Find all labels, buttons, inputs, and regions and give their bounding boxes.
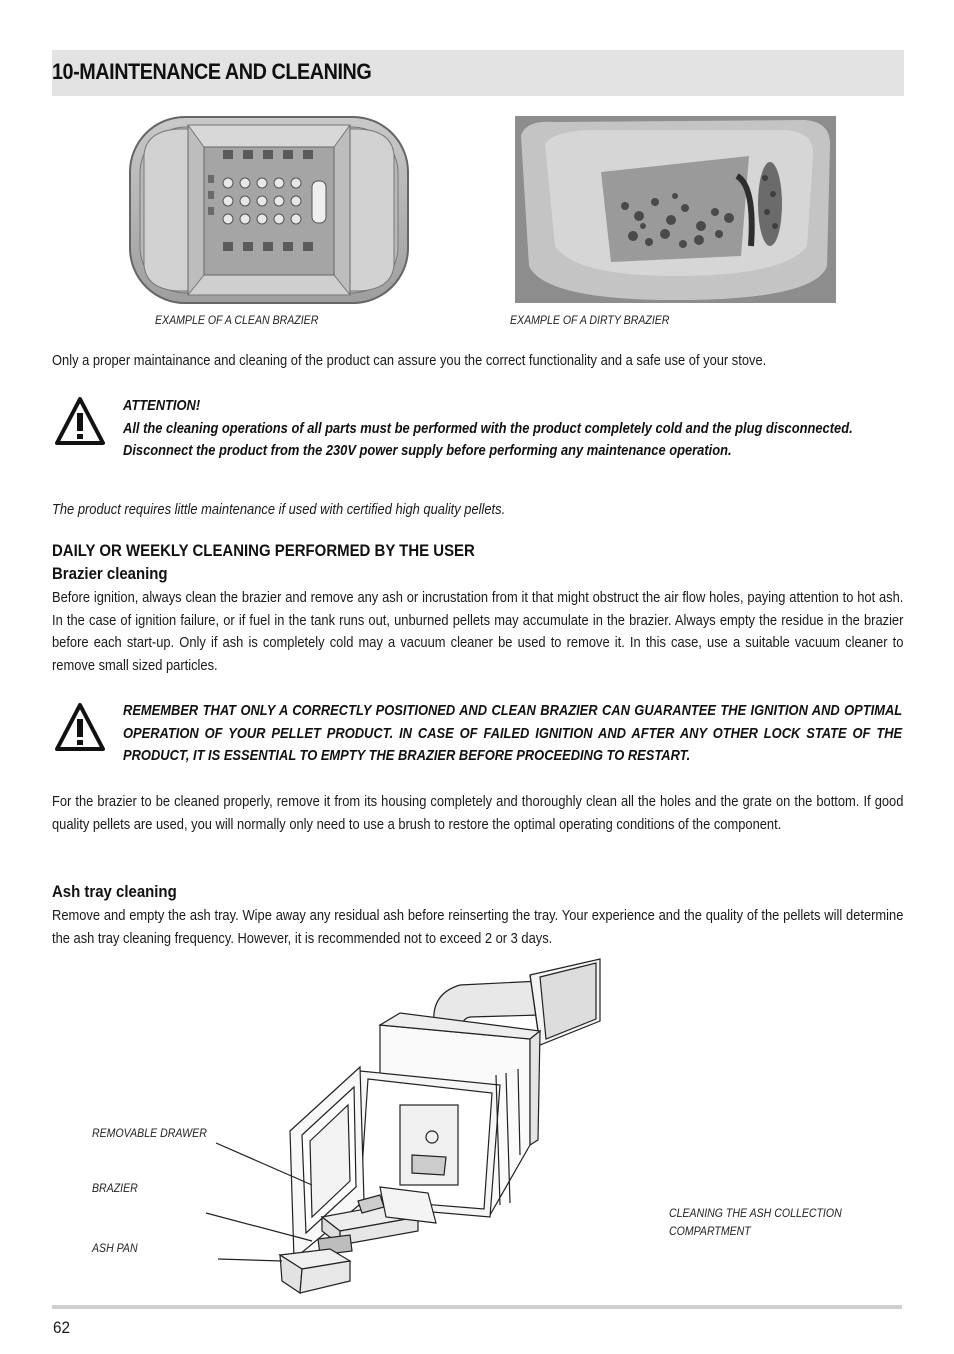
page-number: 62 xyxy=(53,1318,71,1337)
warning-icon xyxy=(54,396,106,446)
attention-title: ATTENTION! xyxy=(123,397,201,414)
dirty-brazier-image xyxy=(515,116,836,303)
daily-cleaning-heading: DAILY OR WEEKLY CLEANING PERFORMED BY THE USER xyxy=(52,541,475,560)
diagram-caption-line1: CLEANING THE ASH COLLECTION xyxy=(669,1206,842,1220)
page-title: 10-MAINTENANCE AND CLEANING xyxy=(52,59,372,84)
clean-brazier-caption: EXAMPLE OF A CLEAN BRAZIER xyxy=(155,313,319,327)
diagram-caption-line2: COMPARTMENT xyxy=(669,1224,751,1238)
removable-drawer-label: REMOVABLE DRAWER xyxy=(92,1126,207,1140)
attention-line2: Disconnect the product from the 230V power supply before performing any maintenance operation. xyxy=(123,442,732,459)
ash-tray-heading: Ash tray cleaning xyxy=(52,882,177,901)
ash-tray-text: Remove and empty the ash tray. Wipe away any residual ash before reinserting the tray. Your experience and the quality of the pellets will determine the ash tray cleaning frequency. However, it is recommended not to exceed 2 or 3 days. xyxy=(52,907,904,947)
section-header xyxy=(52,50,904,96)
stove-exploded-diagram xyxy=(200,955,610,1295)
clean-brazier-image xyxy=(128,115,410,305)
attention-block xyxy=(123,395,902,463)
brazier-cleaning-text: Before ignition, always clean the brazier and remove any ash or incrustation from it that might obstruct the air flow holes, paying attention to hot ash. In the case of ignition failure, or if fuel in the tank runs out, unburned pellets may accumulate in the brazier. Always empty the residue in the brazier before each start-up. Only if ash is completely cold may a vacuum cleaner be used to remove it. In this case, use a suitable vacuum cleaner to remove small sized particles. xyxy=(52,589,904,674)
attention-line1: All the cleaning operations of all parts must be performed with the product completely cold and the plug disconnected. xyxy=(123,419,853,437)
brazier-clean-procedure-text: For the brazier to be cleaned properly, remove it from its housing completely and thoroughly clean all the holes and the grate on the bottom. If good quality pellets are used, you will normally only need to use a brush to restore the optimal operating conditions of the component. xyxy=(52,793,904,833)
brazier-cleaning-heading: Brazier cleaning xyxy=(52,564,168,583)
dirty-brazier-caption: EXAMPLE OF A DIRTY BRAZIER xyxy=(510,313,670,327)
footer-divider xyxy=(52,1305,902,1309)
intro-text: Only a proper maintainance and cleaning of the product can assure you the correct functionality and a safe use of your stove. xyxy=(52,352,767,369)
warning-icon xyxy=(54,702,106,752)
ash-pan-label: ASH PAN xyxy=(92,1241,138,1255)
maintenance-note: The product requires little maintenance if used with certified high quality pellets. xyxy=(52,501,506,518)
brazier-label: BRAZIER xyxy=(92,1181,138,1195)
remember-warning-text: REMEMBER THAT ONLY A CORRECTLY POSITIONED AND CLEAN BRAZIER CAN GUARANTEE THE IGNITION AND OPTIMAL OPERATION OF YOUR PELLET PRODUCT. IN CASE OF FAILED IGNITION AND AFTER ANY OTHER LOCK STATE OF THE PRODUCT, IT IS ESSENTIAL TO EMPTY THE BRAZIER BEFORE PROCEEDING TO RESTART. xyxy=(123,702,903,764)
